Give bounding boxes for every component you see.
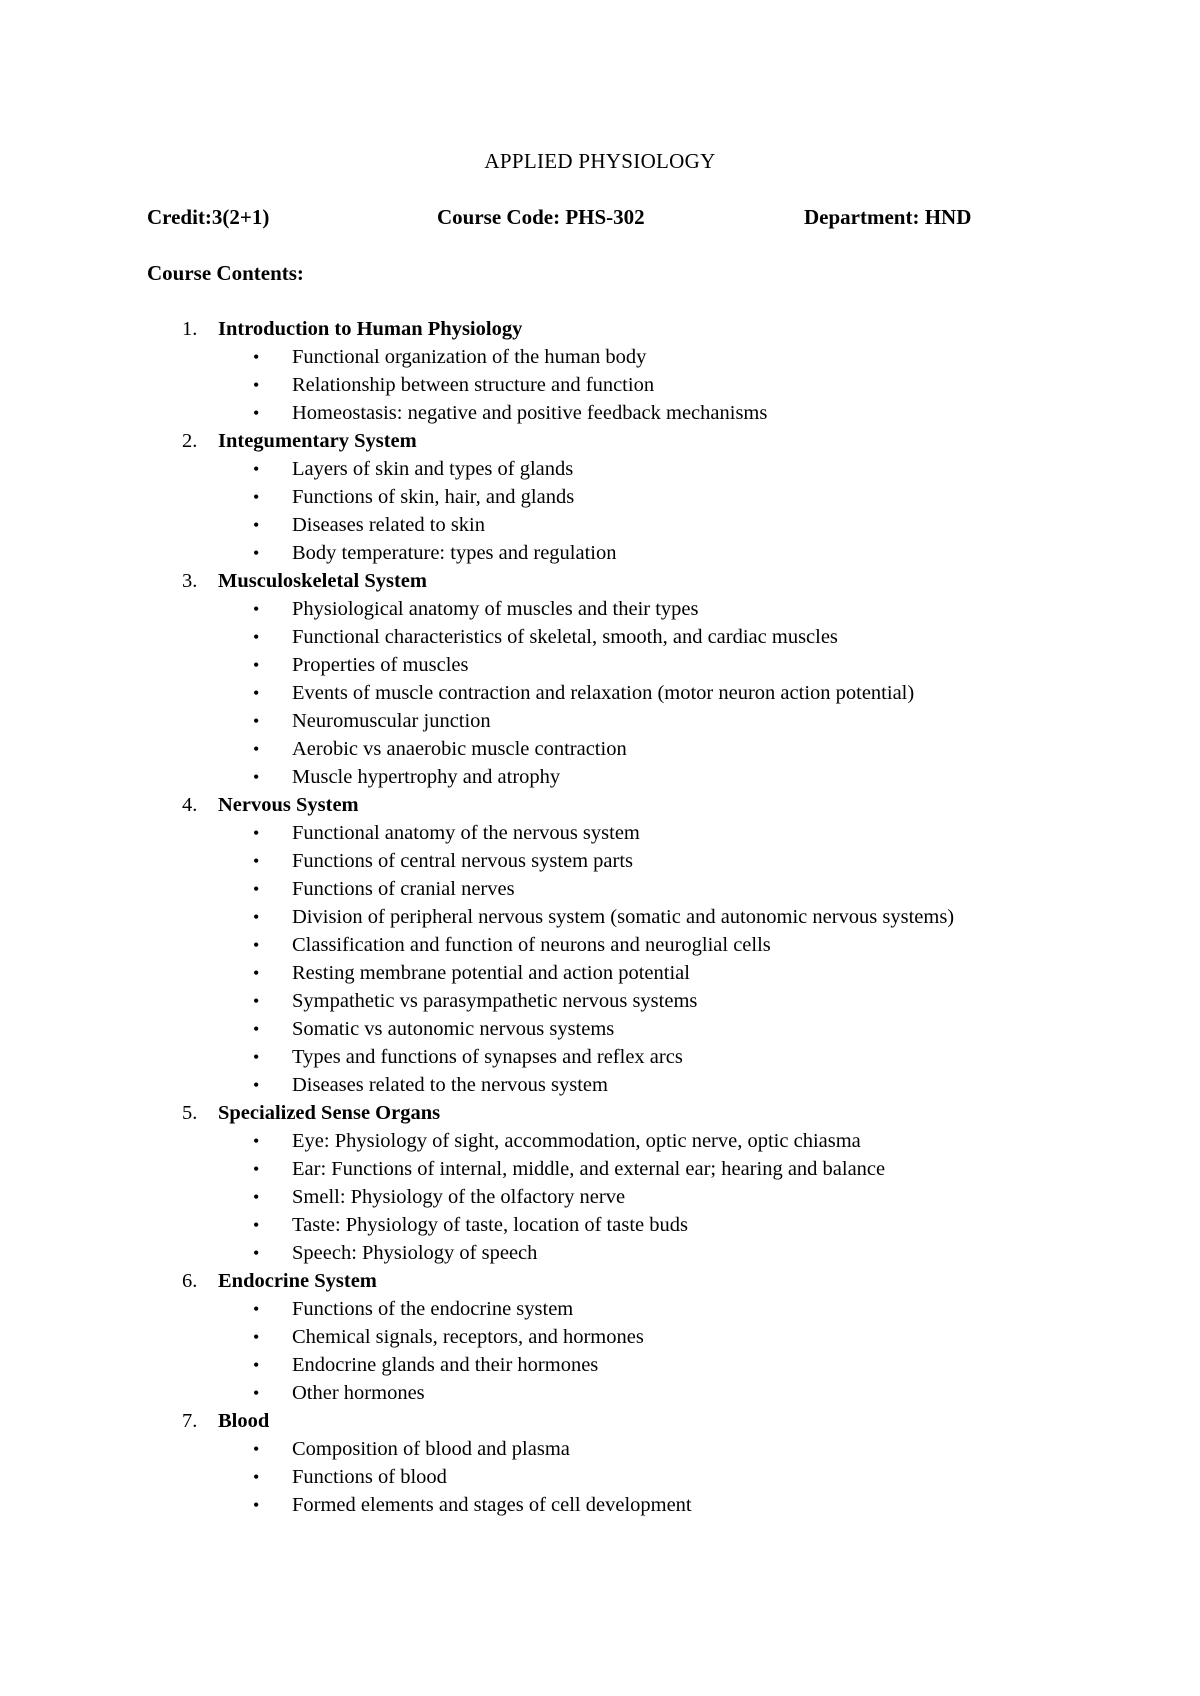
section-number: 2. (182, 430, 198, 452)
bullet-icon: • (253, 1243, 260, 1263)
list-item (147, 1351, 1067, 1379)
list-item (147, 679, 1067, 707)
list-item (147, 371, 1067, 399)
bullet-icon: • (253, 739, 260, 759)
list-item-text: Functions of cranial nerves (292, 878, 515, 900)
list-item-text: Neuromuscular junction (292, 710, 491, 732)
department-text: Department: HND (804, 205, 972, 229)
list-item (147, 595, 1067, 623)
contents-heading: Course Contents: (147, 261, 304, 285)
bullet-icon: • (253, 515, 260, 535)
bullet-list (147, 455, 1067, 567)
list-item (147, 987, 1067, 1015)
list-item (147, 511, 1067, 539)
list-item-text: Functions of the endocrine system (292, 1298, 574, 1320)
bullet-icon: • (253, 991, 260, 1011)
section-item (147, 791, 1067, 1099)
list-item (147, 1295, 1067, 1323)
list-item-text: Diseases related to skin (292, 514, 485, 536)
bullet-icon: • (253, 963, 260, 983)
list-item-text: Composition of blood and plasma (292, 1438, 570, 1460)
section-item (147, 315, 1067, 427)
section-title: Blood (218, 1410, 270, 1432)
section-title: Musculoskeletal System (218, 570, 427, 592)
list-item-text: Homeostasis: negative and positive feedback mechanisms (292, 402, 768, 424)
list-item (147, 539, 1067, 567)
list-item-text: Eye: Physiology of sight, accommodation, optic nerve, optic chiasma (292, 1130, 861, 1152)
bullet-list (147, 819, 1067, 1099)
list-item (147, 483, 1067, 511)
list-item (147, 763, 1067, 791)
bullet-icon: • (253, 1187, 260, 1207)
bullet-icon: • (253, 1019, 260, 1039)
bullet-icon: • (253, 683, 260, 703)
list-item-text: Functional organization of the human body (292, 346, 647, 368)
list-item (147, 903, 1067, 931)
section-number: 7. (182, 1410, 198, 1432)
section-item (147, 1267, 1067, 1407)
page-title: APPLIED PHYSIOLOGY (484, 149, 716, 173)
list-item-text: Functions of skin, hair, and glands (292, 486, 575, 508)
bullet-icon: • (253, 599, 260, 619)
list-item-text: Events of muscle contraction and relaxation (motor neuron action potential) (292, 682, 915, 704)
list-item-text: Functional anatomy of the nervous system (292, 822, 640, 844)
list-item (147, 1239, 1067, 1267)
bullet-icon: • (253, 543, 260, 563)
bullet-icon: • (253, 1075, 260, 1095)
section-title: Endocrine System (218, 1270, 377, 1292)
section-heading (147, 1267, 1067, 1295)
bullet-icon: • (253, 851, 260, 871)
list-item (147, 735, 1067, 763)
bullet-list (147, 343, 1067, 427)
list-item-text: Muscle hypertrophy and atrophy (292, 766, 561, 788)
list-item (147, 1491, 1067, 1519)
bullet-icon: • (253, 1383, 260, 1403)
list-item-text: Properties of muscles (292, 654, 469, 676)
section-title: Introduction to Human Physiology (218, 318, 523, 340)
list-item-text: Layers of skin and types of glands (292, 458, 574, 480)
list-item-text: Resting membrane potential and action potential (292, 962, 690, 984)
list-item-text: Division of peripheral nervous system (somatic and autonomic nervous systems) (292, 906, 955, 928)
list-item (147, 455, 1067, 483)
bullet-icon: • (253, 347, 260, 367)
list-item-text: Functional characteristics of skeletal, smooth, and cardiac muscles (292, 626, 838, 648)
list-item-text: Diseases related to the nervous system (292, 1074, 608, 1096)
bullet-icon: • (253, 1327, 260, 1347)
section-title: Integumentary System (218, 430, 417, 452)
list-item-text: Functions of central nervous system parts (292, 850, 634, 872)
list-item-text: Relationship between structure and function (292, 374, 655, 396)
list-item (147, 959, 1067, 987)
list-item (147, 1211, 1067, 1239)
list-item-text: Other hormones (292, 1382, 425, 1404)
list-item (147, 343, 1067, 371)
list-item-text: Speech: Physiology of speech (292, 1242, 538, 1264)
list-item (147, 1435, 1067, 1463)
section-number: 5. (182, 1102, 198, 1124)
section-item (147, 1407, 1067, 1519)
bullet-icon: • (253, 655, 260, 675)
bullet-list (147, 1295, 1067, 1407)
list-item (147, 1183, 1067, 1211)
list-item (147, 707, 1067, 735)
bullet-list (147, 1127, 1067, 1267)
credit-text: Credit:3(2+1) (147, 205, 270, 229)
list-item (147, 819, 1067, 847)
list-item-text: Functions of blood (292, 1466, 447, 1488)
section-item (147, 567, 1067, 791)
bullet-icon: • (253, 935, 260, 955)
course-code-text: Course Code: PHS-302 (437, 205, 645, 229)
list-item-text: Taste: Physiology of taste, location of taste buds (292, 1214, 688, 1236)
bullet-icon: • (253, 375, 260, 395)
section-heading (147, 1407, 1067, 1435)
list-item-text: Aerobic vs anaerobic muscle contraction (292, 738, 627, 760)
list-item (147, 623, 1067, 651)
bullet-list (147, 595, 1067, 791)
list-item (147, 1015, 1067, 1043)
section-item (147, 427, 1067, 567)
bullet-icon: • (253, 403, 260, 423)
list-item (147, 1463, 1067, 1491)
bullet-icon: • (253, 1159, 260, 1179)
section-heading (147, 427, 1067, 455)
bullet-icon: • (253, 879, 260, 899)
bullet-icon: • (253, 823, 260, 843)
bullet-icon: • (253, 1439, 260, 1459)
section-number: 1. (182, 318, 198, 340)
list-item (147, 875, 1067, 903)
list-item-text: Formed elements and stages of cell development (292, 1494, 692, 1516)
bullet-icon: • (253, 1355, 260, 1375)
section-number: 6. (182, 1270, 198, 1292)
list-item (147, 399, 1067, 427)
bullet-icon: • (253, 767, 260, 787)
section-title: Specialized Sense Organs (218, 1102, 441, 1124)
list-item (147, 651, 1067, 679)
section-heading (147, 1099, 1067, 1127)
course-meta (147, 203, 1047, 231)
list-item (147, 1127, 1067, 1155)
list-item (147, 931, 1067, 959)
bullet-icon: • (253, 627, 260, 647)
bullet-icon: • (253, 487, 260, 507)
list-item (147, 1323, 1067, 1351)
list-item-text: Somatic vs autonomic nervous systems (292, 1018, 615, 1040)
list-item-text: Types and functions of synapses and reflex arcs (292, 1046, 683, 1068)
list-item-text: Smell: Physiology of the olfactory nerve (292, 1186, 626, 1208)
list-item-text: Body temperature: types and regulation (292, 542, 617, 564)
bullet-icon: • (253, 1131, 260, 1151)
course-contents-list (147, 315, 1067, 1519)
list-item-text: Classification and function of neurons and neuroglial cells (292, 934, 771, 956)
list-item-text: Endocrine glands and their hormones (292, 1354, 599, 1376)
list-item (147, 1043, 1067, 1071)
section-heading (147, 567, 1067, 595)
section-number: 4. (182, 794, 198, 816)
list-item-text: Sympathetic vs parasympathetic nervous systems (292, 990, 698, 1012)
section-heading (147, 791, 1067, 819)
section-number: 3. (182, 570, 198, 592)
list-item (147, 847, 1067, 875)
section-item (147, 1099, 1067, 1267)
bullet-icon: • (253, 711, 260, 731)
bullet-icon: • (253, 907, 260, 927)
list-item (147, 1379, 1067, 1407)
list-item (147, 1155, 1067, 1183)
bullet-icon: • (253, 459, 260, 479)
bullet-list (147, 1435, 1067, 1519)
bullet-icon: • (253, 1299, 260, 1319)
list-item (147, 1071, 1067, 1099)
list-item-text: Physiological anatomy of muscles and their types (292, 598, 699, 620)
bullet-icon: • (253, 1495, 260, 1515)
list-item-text: Chemical signals, receptors, and hormones (292, 1326, 644, 1348)
bullet-icon: • (253, 1467, 260, 1487)
bullet-icon: • (253, 1047, 260, 1067)
section-heading (147, 315, 1067, 343)
section-title: Nervous System (218, 794, 359, 816)
list-item-text: Ear: Functions of internal, middle, and external ear; hearing and balance (292, 1158, 886, 1180)
bullet-icon: • (253, 1215, 260, 1235)
